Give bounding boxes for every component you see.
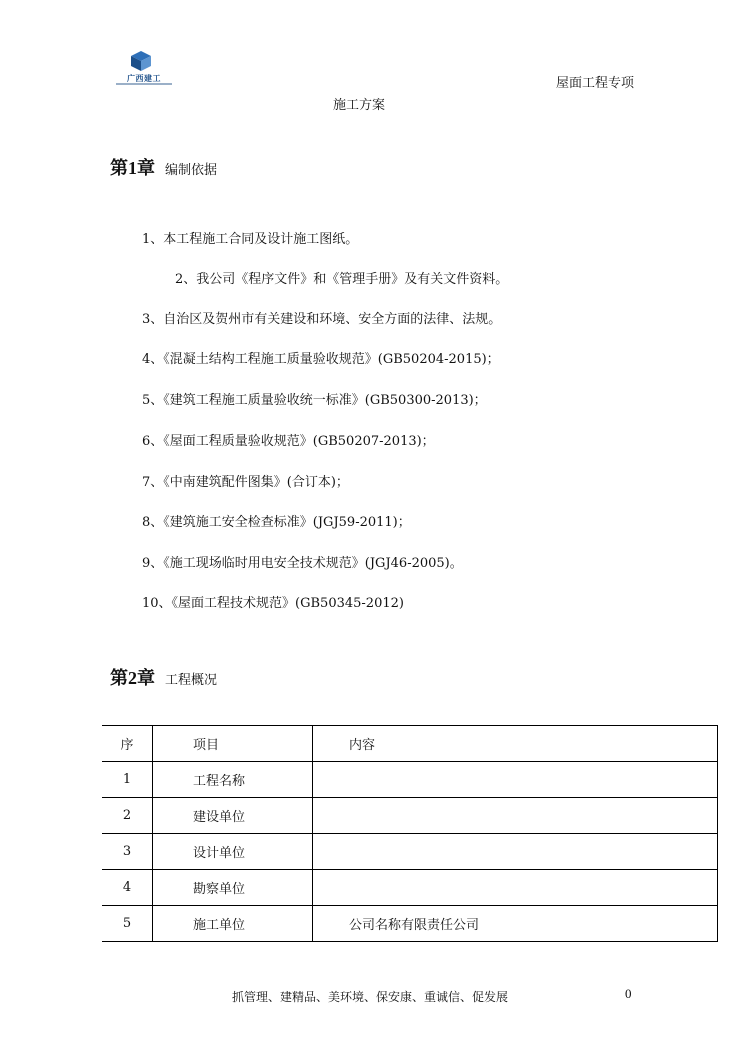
basis-item: 9、《施工现场临时用电安全技术规范》(JGJ46-2005)。 bbox=[142, 556, 463, 571]
table-row bbox=[102, 834, 718, 870]
basis-item: 3、自治区及贺州市有关建设和环境、安全方面的法律、法规。 bbox=[142, 312, 502, 327]
chapter-title: 工程概况 bbox=[165, 673, 218, 688]
row-item: 设计单位 bbox=[153, 834, 313, 870]
header-cell-content: 内容 bbox=[313, 726, 718, 762]
table-header-row bbox=[102, 726, 718, 762]
row-item: 建设单位 bbox=[153, 798, 313, 834]
chapter-1-heading bbox=[110, 154, 217, 180]
row-item: 施工单位 bbox=[153, 906, 313, 942]
basis-item: 2、我公司《程序文件》和《管理手册》及有关文件资料。 bbox=[175, 272, 509, 287]
basis-item: 1、本工程施工合同及设计施工图纸。 bbox=[142, 232, 359, 247]
chapter-title: 编制依据 bbox=[165, 163, 218, 178]
table-row bbox=[102, 906, 718, 942]
project-overview-table bbox=[102, 725, 718, 942]
chapter-number: 第1章 bbox=[110, 158, 155, 178]
logo-text: 广西建工 bbox=[127, 74, 161, 83]
table-row bbox=[102, 870, 718, 906]
company-logo bbox=[114, 50, 174, 90]
row-number: 4 bbox=[102, 870, 153, 906]
basis-item: 4、《混凝土结构工程施工质量验收规范》(GB50204-2015)； bbox=[142, 352, 500, 367]
chapter-2-heading bbox=[110, 664, 217, 690]
cube-logo-icon bbox=[130, 50, 152, 72]
basis-item: 8、《建筑施工安全检查标准》(JGJ59-2011)； bbox=[142, 515, 411, 530]
row-number: 2 bbox=[102, 798, 153, 834]
document-title: 施工方案 bbox=[333, 98, 386, 113]
basis-item: 6、《屋面工程质量验收规范》(GB50207-2013)； bbox=[142, 434, 435, 449]
document-category: 屋面工程专项 bbox=[556, 76, 635, 91]
chapter-number: 第2章 bbox=[110, 668, 155, 688]
row-content bbox=[313, 762, 718, 798]
basis-item: 10、《屋面工程技术规范》(GB50345-2012) bbox=[142, 596, 404, 611]
row-item: 工程名称 bbox=[153, 762, 313, 798]
basis-item: 5、《建筑工程施工质量验收统一标准》(GB50300-2013)； bbox=[142, 393, 487, 408]
row-item: 勘察单位 bbox=[153, 870, 313, 906]
row-content bbox=[313, 834, 718, 870]
page-number: 0 bbox=[625, 986, 632, 1001]
header-cell-no: 序 bbox=[102, 726, 153, 762]
row-number: 5 bbox=[102, 906, 153, 942]
footer-slogan: 抓管理、建精品、美环境、保安康、重诚信、促发展 bbox=[232, 990, 509, 1004]
logo-underline bbox=[116, 83, 172, 85]
basis-item: 7、《中南建筑配件图集》(合订本)； bbox=[142, 475, 349, 490]
table-row bbox=[102, 762, 718, 798]
row-number: 3 bbox=[102, 834, 153, 870]
row-content bbox=[313, 798, 718, 834]
row-content bbox=[313, 870, 718, 906]
row-number: 1 bbox=[102, 762, 153, 798]
table-row bbox=[102, 798, 718, 834]
header-cell-item: 项目 bbox=[153, 726, 313, 762]
row-content: 公司名称有限责任公司 bbox=[313, 906, 718, 942]
